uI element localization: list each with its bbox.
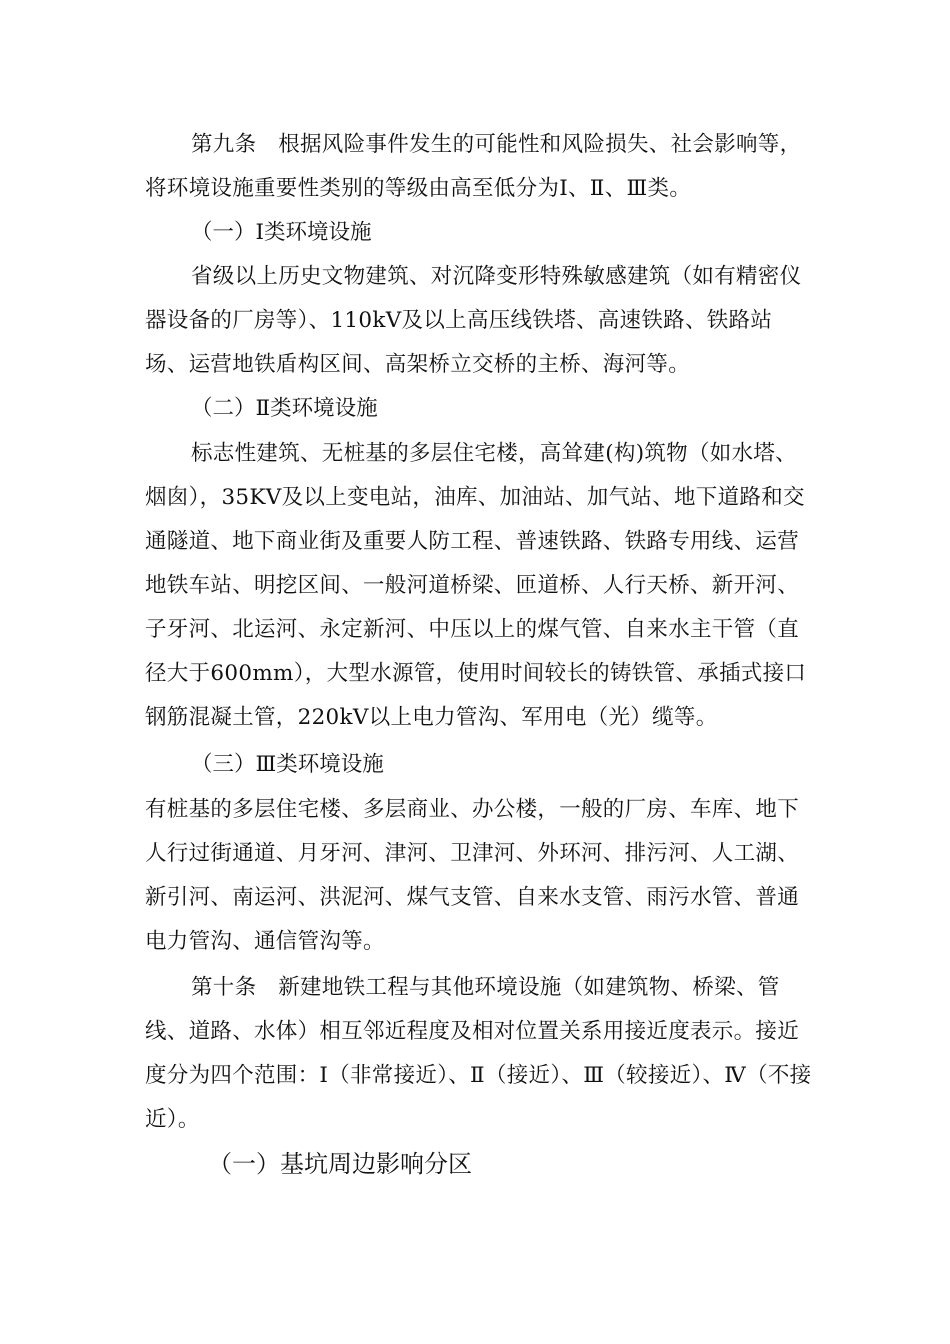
article-9-paragraph: 第九条 根据风险事件发生的可能性和风险损失、社会影响等，将环境设施重要性类别的等级由高至低分为Ⅰ、Ⅱ、Ⅲ类。	[145, 132, 802, 201]
class-2-heading: （二）Ⅱ类环境设施	[191, 396, 378, 421]
class-3-heading: （三）Ⅲ类环境设施	[191, 752, 384, 777]
class-1-body: 省级以上历史文物建筑、对沉降变形特殊敏感建筑（如有精密仪器设备的厂房等）、110kV及以上高压线铁塔、高速铁路、铁路站场、运营地铁盾构区间、高架桥立交桥的主桥、海河等。	[145, 264, 802, 377]
article-10-paragraph: 第十条 新建地铁工程与其他环境设施（如建筑物、桥梁、管线、道路、水体）相互邻近程度及相对位置关系用接近度表示。接近度分为四个范围：Ⅰ（非常接近）、Ⅱ（接近）、Ⅲ（较接近）、Ⅳ（不接近）。	[145, 975, 812, 1132]
class-2-body: 标志性建筑、无桩基的多层住宅楼，高耸建(构)筑物（如水塔、烟囱），35KV及以上变电站，油库、加油站、加气站、地下道路和交通隧道、地下商业街及重要人防工程、普速铁路、铁路专用线、运营地铁车站、明挖区间、一般河道桥梁、匝道桥、人行天桥、新开河、子牙河、北运河、永定新河、中压以上的煤气管、自来水主干管（直径大于600mm），大型水源管，使用时间较长的铸铁管、承插式接口钢筋混凝土管，220kV以上电力管沟、军用电（光）缆等。	[145, 441, 807, 730]
class-3-body: 有桩基的多层住宅楼、多层商业、办公楼，一般的厂房、车库、地下人行过街通道、月牙河、津河、卫津河、外环河、排污河、人工湖、新引河、南运河、洪泥河、煤气支管、自来水支管、雨污水管、普通电力管沟、通信管沟等。	[145, 797, 800, 954]
section-1-heading: （一）基坑周边影响分区	[208, 1150, 472, 1178]
class-1-heading: （一）Ⅰ类环境设施	[191, 220, 372, 245]
